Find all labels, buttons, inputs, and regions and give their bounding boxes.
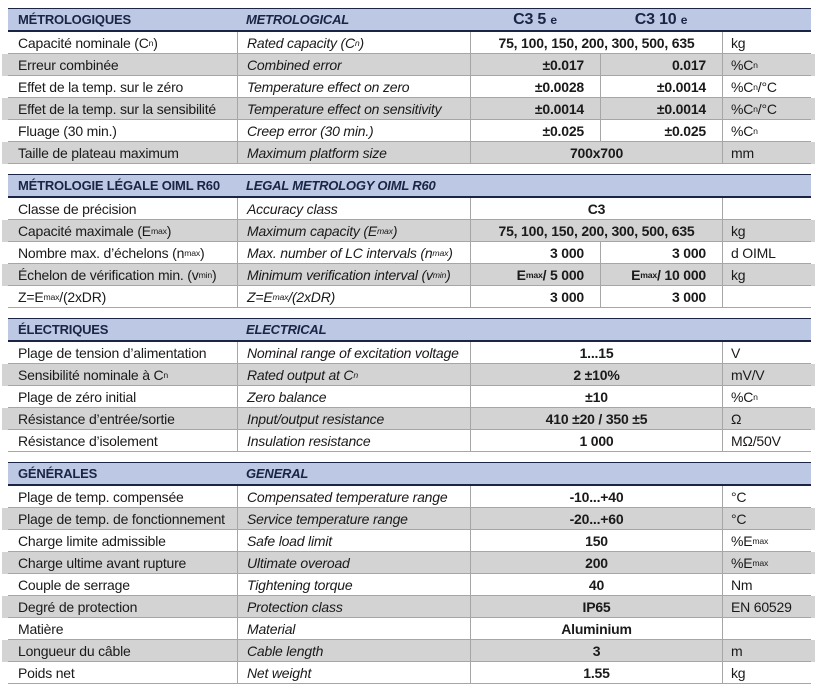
- value-model-2: 0.017: [600, 54, 722, 75]
- label-fr: Taille de plateau maximum: [18, 144, 179, 161]
- label-fr: Plage de zéro initial: [18, 388, 136, 405]
- spec-row: [8, 640, 811, 662]
- section-header-band: [8, 8, 811, 32]
- spec-row: [8, 408, 811, 430]
- value-model-2: E max / 10 000: [600, 264, 722, 285]
- unit: m: [722, 640, 811, 661]
- spec-row: [8, 618, 811, 640]
- section-rows: [8, 342, 811, 452]
- unit: d OIML: [722, 242, 811, 263]
- label-en: Compensated temperature range: [237, 486, 470, 507]
- spec-row: [8, 286, 811, 308]
- label-fr: Résistance d’entrée/sortie: [18, 410, 175, 427]
- label-fr: Capacité maximale (E max ): [18, 222, 172, 239]
- section-title-en: GENERAL: [246, 466, 309, 481]
- value-model-1: 3 000: [470, 286, 600, 307]
- section-rows: [8, 32, 811, 164]
- value-model-2: ±0.025: [600, 120, 722, 141]
- section-rows: [8, 486, 811, 684]
- value-model-1: ±0.0028: [470, 76, 600, 97]
- value-merged: 410 ±20 / 350 ±5: [470, 408, 722, 429]
- label-fr: Plage de tension d’alimentation: [18, 344, 207, 361]
- label-fr: Plage de temp. de fonctionnement: [18, 510, 225, 527]
- label-fr: Longueur du câble: [18, 642, 131, 659]
- label-en: Minimum verification interval (v min ): [237, 264, 470, 285]
- spec-row: [8, 342, 811, 364]
- label-en: Accuracy class: [237, 198, 470, 219]
- label-fr: Effet de la temp. sur la sensibilité: [18, 100, 216, 117]
- unit: °C: [722, 508, 811, 529]
- spec-section: [8, 8, 811, 164]
- label-en: Rated capacity (C n ): [237, 32, 470, 53]
- label-en: Rated output at C n: [237, 364, 470, 385]
- unit: kg: [722, 220, 811, 241]
- spec-row: [8, 142, 811, 164]
- label-fr: Charge limite admissible: [18, 532, 166, 549]
- value-merged: 40: [470, 574, 722, 595]
- unit: kg: [722, 32, 811, 53]
- unit: [722, 618, 811, 639]
- spec-row: [8, 32, 811, 54]
- unit: %C n /°C: [722, 76, 811, 97]
- value-merged: -20...+60: [470, 508, 722, 529]
- value-merged: 700x700: [470, 142, 722, 163]
- unit: %C n: [722, 120, 811, 141]
- value-merged: 75, 100, 150, 200, 300, 500, 635: [470, 220, 722, 241]
- unit: %C n: [722, 386, 811, 407]
- unit: mV/V: [722, 364, 811, 385]
- spec-row: [8, 430, 811, 452]
- section-header-band: [8, 462, 811, 486]
- label-en: Cable length: [237, 640, 470, 661]
- unit: [722, 286, 811, 307]
- label-en: Maximum capacity (E max ): [237, 220, 470, 241]
- unit: %C n: [722, 54, 811, 75]
- model-header-2: C3 10 e: [634, 10, 688, 28]
- label-fr: Matière: [18, 620, 64, 637]
- label-fr: Capacité nominale (C n ): [18, 34, 158, 51]
- label-fr: Résistance d’isolement: [18, 432, 158, 449]
- label-en: Nominal range of excitation voltage: [237, 342, 470, 363]
- unit: Ω: [722, 408, 811, 429]
- label-fr: Sensibilité nominale à C n: [18, 366, 169, 383]
- spec-row: [8, 198, 811, 220]
- unit: kg: [722, 662, 811, 683]
- spec-row: [8, 508, 811, 530]
- spec-row: [8, 54, 811, 76]
- label-en: Zero balance: [237, 386, 470, 407]
- value-model-1: ±0.025: [470, 120, 600, 141]
- label-fr: Erreur combinée: [18, 56, 119, 73]
- label-fr: Charge ultime avant rupture: [18, 554, 187, 571]
- label-fr: Poids net: [18, 664, 75, 681]
- section-header-band: [8, 318, 811, 342]
- value-model-2: ±0.0014: [600, 76, 722, 97]
- label-en: Insulation resistance: [237, 430, 470, 451]
- label-en: Temperature effect on zero: [237, 76, 470, 97]
- value-merged: Aluminium: [470, 618, 722, 639]
- spec-row: [8, 76, 811, 98]
- spec-row: [8, 486, 811, 508]
- label-en: Protection class: [237, 596, 470, 617]
- unit: MΩ/50V: [722, 430, 811, 451]
- value-model-1: E max / 5 000: [470, 264, 600, 285]
- label-en: Combined error: [237, 54, 470, 75]
- label-en: Net weight: [237, 662, 470, 683]
- model-suffix: e: [680, 12, 688, 27]
- unit: %E max: [722, 530, 811, 551]
- spec-section: [8, 462, 811, 684]
- value-model-2: ±0.0014: [600, 98, 722, 119]
- section-title-fr: ÉLECTRIQUES: [18, 322, 109, 337]
- unit: Nm: [722, 574, 811, 595]
- value-merged: 1 000: [470, 430, 722, 451]
- model-header-1: C3 5 e: [513, 10, 557, 28]
- spec-section: [8, 318, 811, 452]
- unit: V: [722, 342, 811, 363]
- spec-row: [8, 220, 811, 242]
- spec-row: [8, 242, 811, 264]
- label-fr: Degré de protection: [18, 598, 138, 615]
- value-merged: IP65: [470, 596, 722, 617]
- spec-row: [8, 596, 811, 618]
- label-fr: Z=E max /(2xDR): [18, 288, 107, 305]
- spec-row: [8, 264, 811, 286]
- model-suffix: e: [550, 12, 557, 27]
- label-fr: Classe de précision: [18, 200, 137, 217]
- label-en: Input/output resistance: [237, 408, 470, 429]
- label-fr: Effet de la temp. sur le zéro: [18, 78, 184, 95]
- value-merged: 200: [470, 552, 722, 573]
- unit: EN 60529: [722, 596, 811, 617]
- section-title-fr: GÉNÉRALES: [18, 466, 98, 481]
- value-merged: C3: [470, 198, 722, 219]
- unit: mm: [722, 142, 811, 163]
- value-merged: -10...+40: [470, 486, 722, 507]
- section-title-en: LEGAL METROLOGY OIML R60: [246, 178, 436, 193]
- spec-row: [8, 98, 811, 120]
- value-merged: 1.55: [470, 662, 722, 683]
- section-title-fr: MÉTROLOGIQUES: [18, 12, 131, 27]
- value-model-1: 3 000: [470, 242, 600, 263]
- value-merged: 2 ±10%: [470, 364, 722, 385]
- value-merged: 3: [470, 640, 722, 661]
- label-fr: Nombre max. d’échelons (n max ): [18, 244, 205, 261]
- label-fr: Fluage (30 min.): [18, 122, 117, 139]
- spec-row: [8, 364, 811, 386]
- section-title-en: ELECTRICAL: [246, 322, 327, 337]
- spec-row: [8, 530, 811, 552]
- unit: %C n /°C: [722, 98, 811, 119]
- label-en: Maximum platform size: [237, 142, 470, 163]
- label-en: Z=E max /(2xDR): [237, 286, 470, 307]
- spec-row: [8, 552, 811, 574]
- unit: [722, 198, 811, 219]
- value-model-2: 3 000: [600, 242, 722, 263]
- spec-row: [8, 574, 811, 596]
- value-model-1: ±0.017: [470, 54, 600, 75]
- label-fr: Plage de temp. compensée: [18, 488, 184, 505]
- label-en: Temperature effect on sensitivity: [237, 98, 470, 119]
- label-en: Ultimate overoad: [237, 552, 470, 573]
- section-title-en: METROLOGICAL: [246, 12, 350, 27]
- label-en: Creep error (30 min.): [237, 120, 470, 141]
- label-en: Safe load limit: [237, 530, 470, 551]
- unit: %E max: [722, 552, 811, 573]
- spec-row: [8, 386, 811, 408]
- spec-section: [8, 174, 811, 308]
- label-en: Material: [237, 618, 470, 639]
- label-en: Max. number of LC intervals (n max ): [237, 242, 470, 263]
- label-fr: Échelon de vérification min. (v min ): [18, 266, 217, 283]
- spec-row: [8, 662, 811, 684]
- value-merged: 150: [470, 530, 722, 551]
- section-header-band: [8, 174, 811, 198]
- label-en: Service temperature range: [237, 508, 470, 529]
- label-fr: Couple de serrage: [18, 576, 130, 593]
- section-rows: [8, 198, 811, 308]
- datasheet-spec-table: [8, 8, 811, 684]
- unit: °C: [722, 486, 811, 507]
- value-merged: 75, 100, 150, 200, 300, 500, 635: [470, 32, 722, 53]
- value-merged: 1...15: [470, 342, 722, 363]
- unit: kg: [722, 264, 811, 285]
- value-merged: ±10: [470, 386, 722, 407]
- section-title-fr: MÉTROLOGIE LÉGALE OIML R60: [18, 178, 220, 193]
- label-en: Tightening torque: [237, 574, 470, 595]
- value-model-1: ±0.0014: [470, 98, 600, 119]
- value-model-2: 3 000: [600, 286, 722, 307]
- spec-row: [8, 120, 811, 142]
